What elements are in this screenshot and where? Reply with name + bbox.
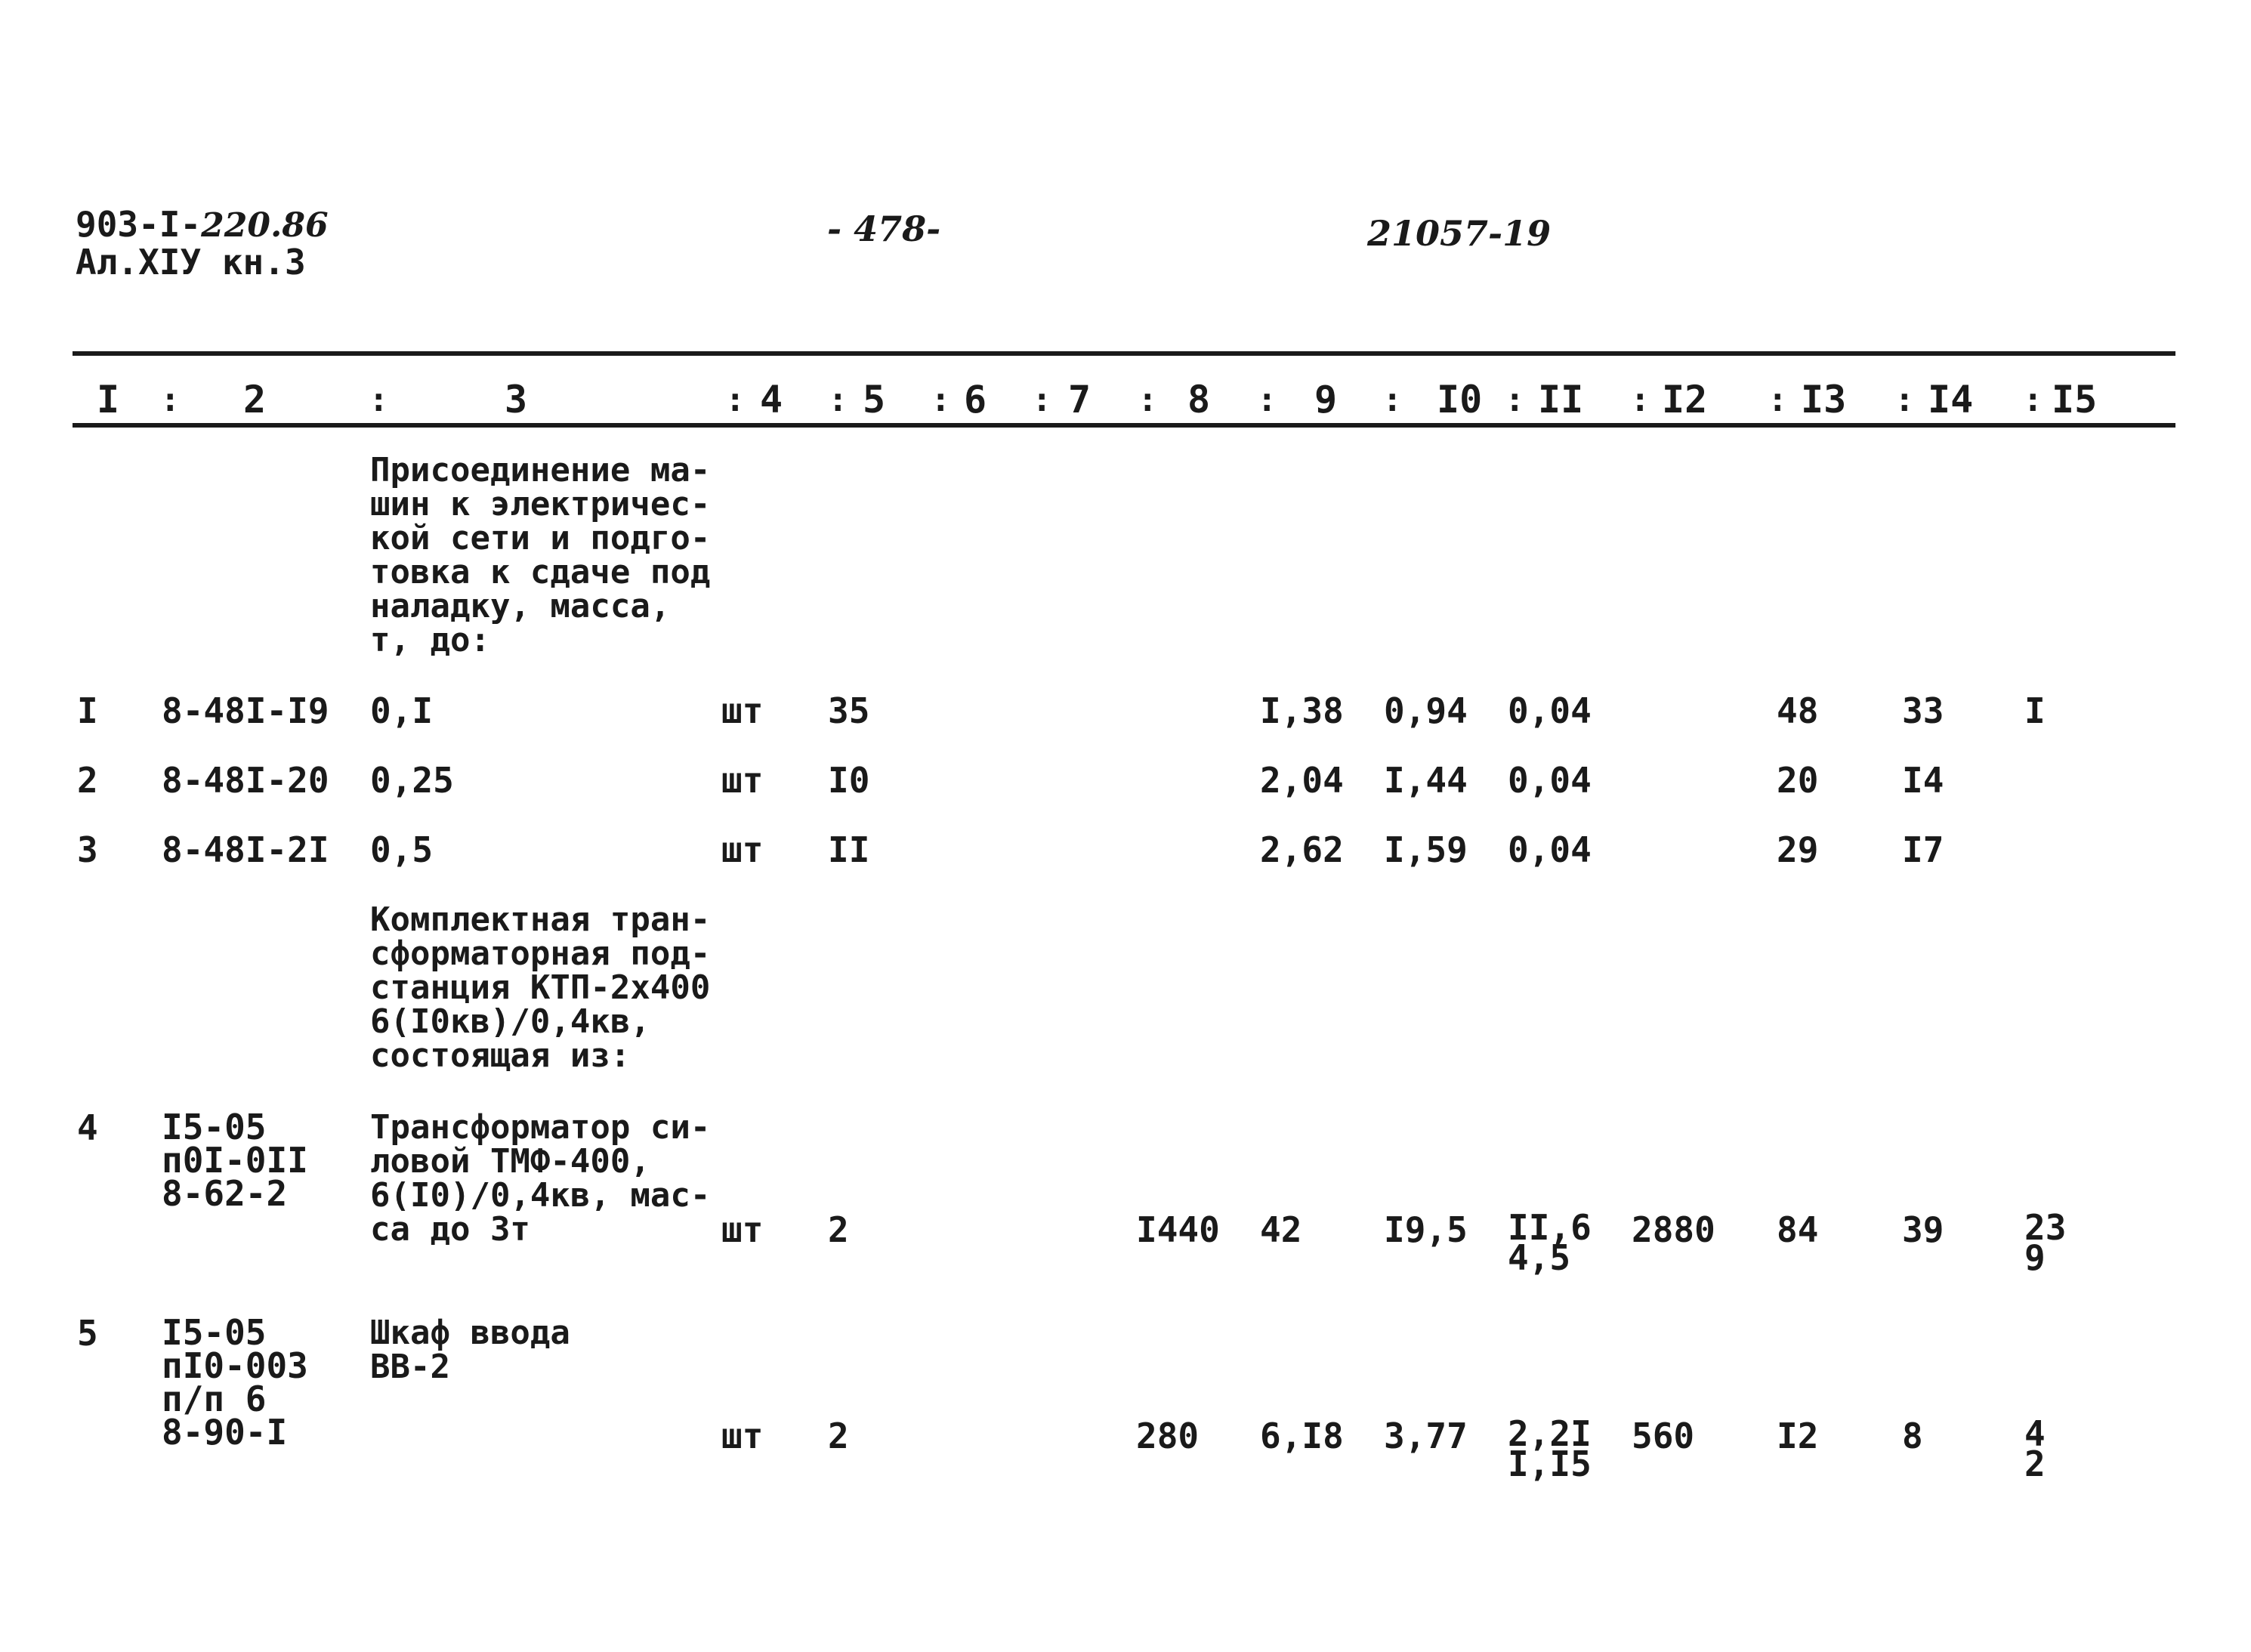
row-5-code: I5-05 пI0-003 п/п 6 8-90-I (162, 1312, 308, 1453)
col-header-5: 5 (863, 378, 886, 421)
col-header-2: 2 (243, 378, 267, 421)
col-sep-4: : (725, 381, 746, 419)
row-3-col14: I7 (1902, 829, 1944, 870)
row-1-col9: I,38 (1260, 690, 1344, 731)
row-1-qty: 35 (828, 690, 870, 731)
row-5-col10: 3,77 (1384, 1416, 1468, 1456)
order-number: 21057-19 (1367, 213, 1552, 254)
row-1-desc: 0,I (370, 690, 434, 731)
row-5-qty: 2 (828, 1416, 849, 1456)
row-2-col13: 20 (1777, 760, 1819, 801)
col-sep-12: : (1630, 381, 1650, 419)
col-header-1: I (97, 378, 120, 421)
row-2-col9: 2,04 (1260, 760, 1344, 801)
col-sep-8: : (1138, 381, 1158, 419)
row-3-code: 8-48I-2I (162, 829, 329, 870)
col-header-13: I3 (1801, 378, 1847, 421)
col-header-14: I4 (1928, 378, 1974, 421)
row-5-col15: 4 2 (2024, 1413, 2046, 1484)
section-heading-connection: Присоединение ма- шин к электричес- кой сети и подго- товка к сдаче под наладку, масса, т, до: (370, 451, 711, 659)
header-bottom-rule (73, 423, 2175, 428)
row-5-col13: I2 (1777, 1416, 1819, 1456)
row-4-col13: 84 (1777, 1209, 1819, 1250)
col-header-9: 9 (1314, 378, 1338, 421)
row-1-code: 8-48I-I9 (162, 690, 329, 731)
row-5-col11: 2,2I I,I5 (1508, 1413, 1592, 1484)
row-5-col12: 560 (1632, 1416, 1695, 1456)
col-header-12: I2 (1662, 378, 1708, 421)
row-1-col10: 0,94 (1384, 690, 1468, 731)
row-5-number: 5 (77, 1313, 98, 1354)
row-5-col14: 8 (1902, 1416, 1923, 1456)
row-2-col14: I4 (1902, 760, 1944, 801)
row-2-col10: I,44 (1384, 760, 1468, 801)
col-sep-14: : (1894, 381, 1915, 419)
row-1-unit: шт (721, 690, 764, 731)
row-5-unit: шт (721, 1416, 764, 1456)
album-label: Ал.XIУ кн.3 (76, 242, 306, 283)
col-header-7: 7 (1068, 378, 1092, 421)
row-4-desc: Трансформатор си- ловой ТМФ-400, 6(I0)/0,4кв, мас- са до 3т (370, 1108, 711, 1249)
row-1-col13: 48 (1777, 690, 1819, 731)
row-5-desc: Шкаф ввода ВВ-2 (370, 1314, 570, 1386)
col-header-15: I5 (2052, 378, 2098, 421)
col-header-6: 6 (964, 378, 987, 421)
row-3-number: 3 (77, 829, 98, 870)
row-5-col8: 280 (1136, 1416, 1200, 1456)
row-3-col10: I,59 (1384, 829, 1468, 870)
col-header-4: 4 (760, 378, 783, 421)
col-header-11: II (1538, 378, 1584, 421)
row-1-col14: 33 (1902, 690, 1944, 731)
row-4-col11: II,6 4,5 (1508, 1207, 1592, 1278)
col-sep-13: : (1768, 381, 1788, 419)
row-5-col9: 6,I8 (1260, 1416, 1344, 1456)
row-2-col11: 0,04 (1508, 760, 1592, 801)
doc-code-handwritten: 220.86 (201, 206, 329, 245)
row-4-code: I5-05 п0I-0II 8-62-2 (162, 1107, 308, 1214)
col-sep-9: : (1257, 381, 1277, 419)
row-3-desc: 0,5 (370, 829, 434, 870)
row-1-col11: 0,04 (1508, 690, 1592, 731)
row-2-qty: I0 (828, 760, 870, 801)
doc-code (76, 205, 329, 245)
row-3-qty: II (828, 829, 870, 870)
row-4-col9: 42 (1260, 1209, 1302, 1250)
row-4-unit: шт (721, 1209, 764, 1250)
row-2-code: 8-48I-20 (162, 760, 329, 801)
top-rule (73, 351, 2175, 356)
row-4-qty: 2 (828, 1209, 849, 1250)
row-2-number: 2 (77, 760, 98, 801)
row-1-col15: I (2024, 690, 2046, 731)
col-sep-7: : (1032, 381, 1052, 419)
row-3-col13: 29 (1777, 829, 1819, 870)
page-number: - 478- (827, 208, 941, 249)
col-header-3: 3 (505, 378, 528, 421)
row-3-unit: шт (721, 829, 764, 870)
col-sep-11: : (1505, 381, 1525, 419)
col-header-10: I0 (1437, 378, 1483, 421)
col-sep-6: : (931, 381, 951, 419)
row-4-col15: 23 9 (2024, 1207, 2067, 1278)
row-4-col12: 2880 (1632, 1209, 1715, 1250)
row-3-col11: 0,04 (1508, 829, 1592, 870)
col-sep-5: : (828, 381, 848, 419)
row-3-col9: 2,62 (1260, 829, 1344, 870)
row-2-unit: шт (721, 760, 764, 801)
row-4-col8: I440 (1136, 1209, 1220, 1250)
section-heading-substation: Комплектная тран- сформаторная под- станция КТП-2х400 6(I0кв)/0,4кв, состоящая из: (370, 900, 711, 1075)
col-sep-2: : (160, 381, 181, 419)
col-sep-15: : (2023, 381, 2043, 419)
row-4-col14: 39 (1902, 1209, 1944, 1250)
col-sep-10: : (1382, 381, 1403, 419)
row-4-number: 4 (77, 1107, 98, 1148)
col-sep-3: : (369, 381, 389, 419)
col-header-8: 8 (1187, 378, 1211, 421)
row-2-desc: 0,25 (370, 760, 454, 801)
row-4-col10: I9,5 (1384, 1209, 1468, 1250)
row-1-number: I (77, 690, 98, 731)
doc-code-printed: 903-I- (76, 204, 202, 245)
